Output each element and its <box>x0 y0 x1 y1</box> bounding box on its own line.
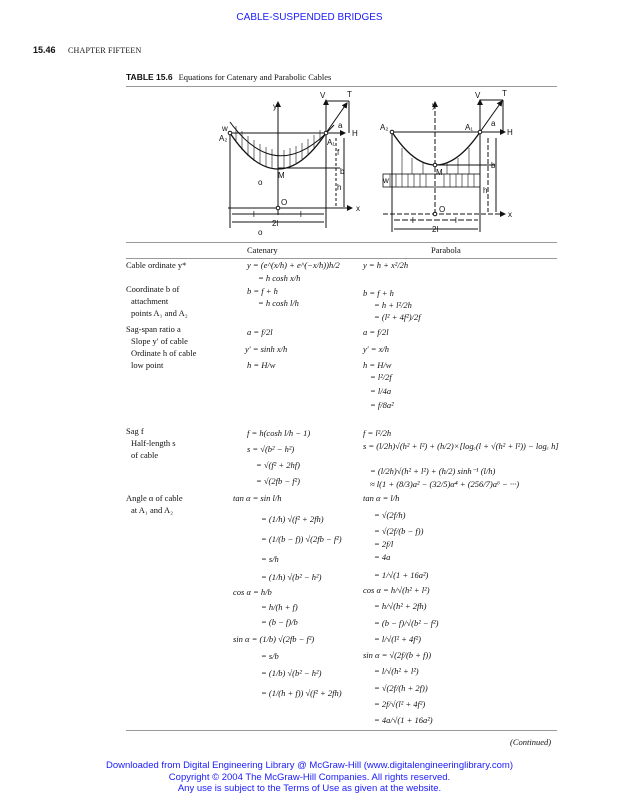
parabola-equation: = 4a/√(1 + 16a²) <box>374 715 433 725</box>
row-label: Sag-span ratio a <box>126 324 181 334</box>
parabola-equation: = √(2f/h) <box>374 510 406 520</box>
footer-line-2: Copyright © 2004 The McGraw-Hill Companies. All rights reserved. <box>168 772 451 783</box>
row-label: Ordinate h of cable <box>131 348 197 358</box>
parabola-equation: = h + l²/2h <box>374 300 412 310</box>
svg-text:o: o <box>258 228 263 237</box>
catenary-figure <box>228 100 352 228</box>
svg-text:A₁: A₁ <box>327 138 336 147</box>
svg-text:O: O <box>281 198 288 207</box>
parabola-equation: = 4a <box>374 552 391 562</box>
parabola-equation: h = H/w <box>363 360 392 370</box>
parabola-equation: = 1/√(1 + 16a²) <box>374 570 429 580</box>
parabola-equation: = l/√(l² + 4f²) <box>374 634 421 644</box>
page-number: 15.46 <box>33 45 56 55</box>
svg-text:x: x <box>508 210 512 219</box>
row-label: Sag f <box>126 426 144 436</box>
svg-text:h: h <box>337 183 342 192</box>
parabola-equation: = h/√(h² + 2fh) <box>374 601 427 611</box>
catenary-equation: = s/b <box>261 651 279 661</box>
catenary-equation: = (1/b) √(b² − h²) <box>261 668 322 678</box>
svg-text:H: H <box>507 128 513 137</box>
parabola-equation: = √(2f/(b − f)) <box>374 526 424 536</box>
catenary-equation: = √(2fb − f²) <box>256 476 300 486</box>
parabola-equation: = (b − f)/√(b² − f²) <box>374 618 439 628</box>
catenary-equation: cos α = h/b <box>233 587 272 597</box>
svg-text:a: a <box>338 121 343 130</box>
svg-text:l: l <box>253 210 255 219</box>
catenary-equation: s = √(b² − h²) <box>247 444 295 454</box>
svg-text:x: x <box>356 204 360 213</box>
svg-text:A₂: A₂ <box>219 134 228 143</box>
row-label: Slope y′ of cable <box>131 336 188 346</box>
row-label: Half-length s <box>131 438 176 448</box>
header-top-rule <box>126 242 557 243</box>
parabola-equation: = f/8a² <box>370 400 394 410</box>
row-label: of cable <box>131 450 159 460</box>
svg-text:T: T <box>502 89 507 98</box>
svg-text:T: T <box>347 90 352 99</box>
parabola-equation: ≈ l(1 + (8/3)a² − (32/5)α⁴ + (256/7)a⁶ − ···) <box>370 479 520 489</box>
catenary-equation: = s/h <box>261 554 279 564</box>
svg-text:A₁: A₁ <box>465 123 474 132</box>
cable-diagram <box>0 0 619 240</box>
column-header-catenary: Catenary <box>247 245 278 255</box>
parabola-equation: = (l/2h)√(h² + l²) + (h/2) sinh⁻¹ (l/h) <box>370 466 496 476</box>
svg-text:A₂: A₂ <box>380 123 389 132</box>
row-label: low point <box>131 360 164 370</box>
parabola-equation: = l/√(h² + l²) <box>374 666 419 676</box>
parabola-equation: = √(2f/(h + 2f)) <box>374 683 428 693</box>
svg-text:V: V <box>320 91 326 100</box>
parabola-equation: y′ = x/h <box>363 344 390 354</box>
svg-text:2l: 2l <box>272 219 279 228</box>
catenary-equation: = h/(h + f) <box>261 602 298 612</box>
row-label: attachment <box>131 296 169 306</box>
row-label: Angle α of cable <box>126 493 183 503</box>
svg-text:h: h <box>483 186 488 195</box>
svg-text:w: w <box>222 124 228 133</box>
svg-text:O: O <box>439 205 446 214</box>
column-header-parabola: Parabola <box>431 245 461 255</box>
chapter-title: CHAPTER FIFTEEN <box>68 46 142 55</box>
row-label: points A₁ and A₂ <box>131 308 188 318</box>
svg-text:l: l <box>455 216 457 225</box>
catenary-equation: = h cosh x/h <box>258 273 301 283</box>
table-title: Equations for Catenary and Parabolic Cables <box>178 72 332 82</box>
catenary-equation: f = h(cosh l/h − 1) <box>247 428 311 438</box>
catenary-equation: = (1/(b − f)) √(2fb − f²) <box>261 534 342 544</box>
svg-text:H: H <box>352 129 358 138</box>
parabola-equation: s = (l/2h)√(h² + l²) + (h/2)×[logₑ(l + √(h² + l²)) − logₑ h] <box>363 441 559 451</box>
header-bottom-rule <box>126 258 557 259</box>
catenary-equation: b = f + h <box>247 286 278 296</box>
svg-text:b: b <box>340 167 345 176</box>
svg-text:M: M <box>436 168 443 177</box>
parabola-equation: = 2f/l <box>374 539 394 549</box>
catenary-equation: = (b − f)/b <box>261 617 298 627</box>
footer-line-1: Downloaded from Digital Engineering Library @ McGraw-Hill (www.digitalengineeringlibrary.com) <box>105 760 514 771</box>
catenary-equation: y = (e^(x/h) + e^(−x/h))h/2 <box>247 260 340 270</box>
svg-text:b: b <box>491 161 496 170</box>
catenary-equation: a = f/2l <box>247 327 273 337</box>
catenary-equation: = √(f² + 2hf) <box>256 460 300 470</box>
catenary-equation: = (1/h) √(f² + 2fh) <box>261 514 324 524</box>
row-label: Cable ordinate y* <box>126 260 187 270</box>
parabola-equation: tan α = l/h <box>363 493 400 503</box>
running-header: CABLE-SUSPENDED BRIDGES <box>236 12 383 23</box>
svg-text:l: l <box>412 216 414 225</box>
parabola-equation: b = f + h <box>363 288 394 298</box>
catenary-equation: y′ = sinh x/h <box>245 344 288 354</box>
parabola-equation: y = h + x²/2h <box>363 260 409 270</box>
svg-text:f: f <box>337 148 340 157</box>
parabola-equation: = l²/2f <box>370 372 392 382</box>
catenary-equation: tan α = sin l/h <box>233 493 282 503</box>
parabola-equation: a = f/2l <box>363 327 389 337</box>
svg-text:y: y <box>432 101 436 110</box>
parabola-equation: = (l² + 4f²)/2f <box>374 312 421 322</box>
catenary-equation: sin α = (1/b) √(2fb − f²) <box>233 634 315 644</box>
catenary-equation: = (1/(h + f)) √(f² + 2fh) <box>261 688 342 698</box>
parabola-equation: = 2f/√(l² + 4f²) <box>374 699 426 709</box>
parabola-equation: f = l²/2h <box>363 428 392 438</box>
footer-line-3: Any use is subject to the Terms of Use as given at the website. <box>177 783 442 794</box>
catenary-equation: h = H/w <box>247 360 276 370</box>
catenary-equation: = h cosh l/h <box>258 298 299 308</box>
svg-text:a: a <box>491 119 496 128</box>
svg-text:o: o <box>258 178 263 187</box>
continued-note: (Continued) <box>510 737 552 747</box>
table-bottom-rule <box>126 730 557 731</box>
svg-text:l: l <box>300 210 302 219</box>
parabola-equation: = l/4a <box>370 386 392 396</box>
svg-text:y: y <box>273 102 277 111</box>
parabola-equation: cos α = h/√(h² + l²) <box>363 585 430 595</box>
parabola-equation: sin α = √(2f/(b + f)) <box>363 650 432 660</box>
row-label: at A₁ and A₂ <box>131 505 174 515</box>
svg-text:2l: 2l <box>432 225 439 234</box>
row-label: Coordinate b of <box>126 284 180 294</box>
catenary-equation: = (1/h) √(b² − h²) <box>261 572 322 582</box>
svg-text:M: M <box>278 171 285 180</box>
table-number: TABLE 15.6 <box>126 72 173 82</box>
svg-text:w: w <box>383 176 389 185</box>
svg-text:V: V <box>475 91 481 100</box>
